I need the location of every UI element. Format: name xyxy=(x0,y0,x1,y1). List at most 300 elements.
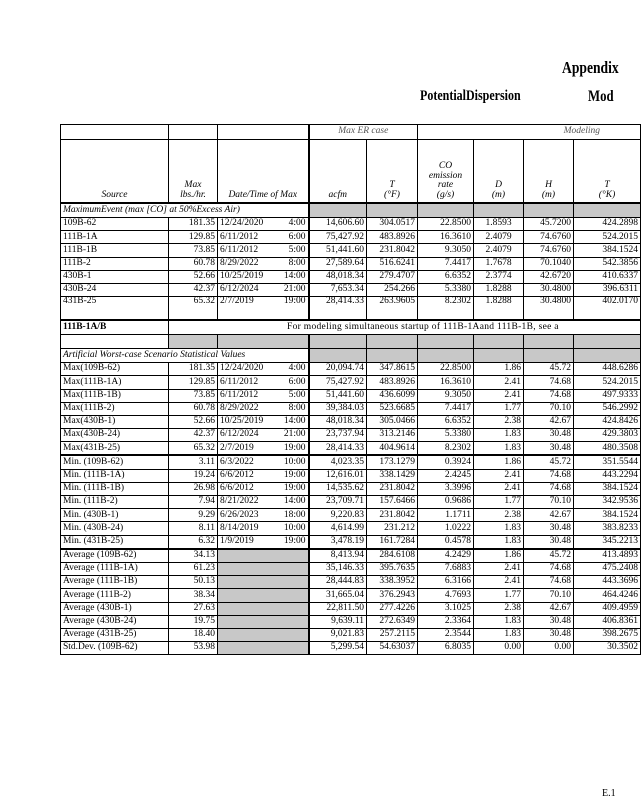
blank-cell xyxy=(418,335,474,349)
max-lbs-cell: 73.85 xyxy=(169,244,218,257)
temp-k-cell: 424.8426 xyxy=(574,415,641,428)
height-cell: 45.72 xyxy=(524,455,574,469)
table-row xyxy=(61,642,641,655)
acfm-cell: 51,441.60 xyxy=(309,244,367,257)
date-time-cell xyxy=(218,455,309,469)
time-value: 19:00 xyxy=(283,483,306,494)
date-time-cell xyxy=(218,244,309,257)
diameter-cell: 1.83 xyxy=(474,442,524,456)
date-time-cell xyxy=(218,363,309,376)
date-time-cell xyxy=(218,628,309,641)
table-row xyxy=(61,442,641,456)
table-row xyxy=(61,429,641,442)
height-cell: 74.68 xyxy=(524,469,574,482)
gray-cell xyxy=(367,203,418,218)
max-lbs-cell: 52.66 xyxy=(169,415,218,428)
temp-f-cell: 272.6349 xyxy=(367,615,418,628)
source-cell: 109B-62 xyxy=(61,218,169,231)
group-max-er: Max ER case xyxy=(309,125,418,140)
co-rate-cell: 22.8500 xyxy=(418,363,474,376)
max-lbs-cell: 27.63 xyxy=(169,602,218,615)
source-cell: Min. (111B-1A) xyxy=(61,469,169,482)
diameter-cell: 1.8288 xyxy=(474,283,524,296)
gray-cell xyxy=(524,203,574,218)
height-cell: 42.67 xyxy=(524,509,574,522)
diameter-cell: 2.41 xyxy=(474,469,524,482)
height-cell: 30.48 xyxy=(524,615,574,628)
acfm-cell: 14,535.62 xyxy=(309,482,367,495)
col-max: Max lbs./hr. xyxy=(169,140,218,204)
temp-k-cell: 342.9536 xyxy=(574,496,641,509)
temp-k-cell: 384.1524 xyxy=(574,482,641,495)
time-value: 8:00 xyxy=(288,403,306,414)
source-cell: Average (111B-1A) xyxy=(61,562,169,575)
col-d: D (m) xyxy=(474,140,524,204)
source-cell: 111B-2 xyxy=(61,257,169,270)
date-time xyxy=(220,378,306,388)
date-time xyxy=(220,285,306,295)
date-time xyxy=(220,497,306,507)
diameter-cell: 2.3774 xyxy=(474,270,524,283)
time-value: 5:00 xyxy=(288,389,306,400)
blank-cell xyxy=(309,335,367,349)
temp-k-cell: 384.1524 xyxy=(574,509,641,522)
max-lbs-cell: 38.34 xyxy=(169,589,218,602)
height-cell: 30.4800 xyxy=(524,283,574,296)
source-cell: Average (111B-2) xyxy=(61,589,169,602)
time-value: 10:00 xyxy=(283,456,306,467)
co-rate-cell: 7.4417 xyxy=(418,402,474,415)
temp-f-cell: 305.0466 xyxy=(367,415,418,428)
table-row xyxy=(61,297,641,321)
max-lbs-cell: 7.94 xyxy=(169,496,218,509)
date-time-cell xyxy=(218,509,309,522)
source-cell: 111B-1A xyxy=(61,231,169,244)
temp-k-cell: 413.4893 xyxy=(574,549,641,563)
diameter-cell: 1.83 xyxy=(474,628,524,641)
temp-f-cell: 161.7284 xyxy=(367,535,418,549)
date-time-cell xyxy=(218,415,309,428)
acfm-cell: 28,414.33 xyxy=(309,442,367,456)
co-rate-cell: 4.7693 xyxy=(418,589,474,602)
temp-k-cell: 424.2898 xyxy=(574,218,641,231)
temp-k-cell: 542.3856 xyxy=(574,257,641,270)
date-time xyxy=(220,219,306,229)
date-time-cell xyxy=(218,522,309,535)
temp-f-cell: 231.8042 xyxy=(367,244,418,257)
temp-f-cell: 313.2146 xyxy=(367,429,418,442)
temp-k-cell: 383.8233 xyxy=(574,522,641,535)
gray-cell xyxy=(367,349,418,363)
co-rate-cell: 2.3364 xyxy=(418,615,474,628)
max-lbs-cell: 60.78 xyxy=(169,257,218,270)
acfm-cell: 8,413.94 xyxy=(309,549,367,563)
col-acfm: acfm xyxy=(309,140,367,204)
source-cell: 111B-1B xyxy=(61,244,169,257)
source-cell: Max(109B-62) xyxy=(61,363,169,376)
acfm-cell: 22,811.50 xyxy=(309,602,367,615)
max-lbs-cell: 9.29 xyxy=(169,509,218,522)
diameter-cell: 1.7678 xyxy=(474,257,524,270)
source-cell: Average (430B-1) xyxy=(61,602,169,615)
source-cell: Max(111B-2) xyxy=(61,402,169,415)
temp-f-cell: 395.7635 xyxy=(367,562,418,575)
height-cell: 74.68 xyxy=(524,576,574,589)
time-value: 4:00 xyxy=(288,363,306,374)
co-rate-cell: 7.6883 xyxy=(418,562,474,575)
max-lbs-cell: 18.40 xyxy=(169,628,218,641)
time-value: 10:00 xyxy=(283,522,306,533)
blank-cell xyxy=(218,335,309,349)
date-value: 12/24/2020 xyxy=(220,363,264,374)
diameter-cell: 1.83 xyxy=(474,615,524,628)
max-lbs-cell: 42.37 xyxy=(169,283,218,296)
source-cell: Min. (430B-24) xyxy=(61,522,169,535)
date-value: 6/6/2012 xyxy=(220,483,254,494)
table-row xyxy=(61,389,641,402)
temp-f-cell: 277.4226 xyxy=(367,602,418,615)
temp-f-cell: 254.266 xyxy=(367,283,418,296)
time-value: 6:00 xyxy=(288,231,306,242)
col-date: Date/Time of Max xyxy=(218,140,309,204)
temp-f-cell: 231.8042 xyxy=(367,482,418,495)
acfm-cell: 7,653.34 xyxy=(309,283,367,296)
table-row xyxy=(61,576,641,589)
date-time xyxy=(220,404,306,414)
temp-f-cell: 436.6099 xyxy=(367,389,418,402)
time-value: 6:00 xyxy=(288,376,306,387)
height-cell: 45.72 xyxy=(524,549,574,563)
diameter-cell: 1.83 xyxy=(474,522,524,535)
temp-k-cell: 546.2992 xyxy=(574,402,641,415)
date-time xyxy=(220,246,306,256)
date-time-cell xyxy=(218,442,309,456)
date-time-cell xyxy=(218,429,309,442)
temp-f-cell: 54.63037 xyxy=(367,642,418,655)
temp-k-cell: 345.2213 xyxy=(574,535,641,549)
temp-k-cell: 448.6286 xyxy=(574,363,641,376)
time-value: 18:00 xyxy=(283,509,306,520)
date-time xyxy=(220,444,306,454)
height-cell: 0.00 xyxy=(524,642,574,655)
diameter-cell: 2.41 xyxy=(474,576,524,589)
co-rate-cell: 6.3166 xyxy=(418,576,474,589)
temp-k-cell: 524.2015 xyxy=(574,231,641,244)
artificial-label: Artificial Worst-case Scenario Statistical Values xyxy=(61,349,309,363)
diameter-cell: 1.86 xyxy=(474,363,524,376)
table-row xyxy=(61,535,641,549)
time-value: 14:00 xyxy=(283,271,306,282)
date-time-cell xyxy=(218,589,309,602)
table-row xyxy=(61,270,641,283)
diameter-cell: 0.00 xyxy=(474,642,524,655)
blank-cell xyxy=(574,335,641,349)
source-cell: 430B-1 xyxy=(61,270,169,283)
table-row xyxy=(61,522,641,535)
table-row xyxy=(61,615,641,628)
dispersion-table xyxy=(60,124,641,655)
acfm-cell: 3,478.19 xyxy=(309,535,367,549)
time-value: 14:00 xyxy=(283,496,306,507)
temp-f-cell: 231.8042 xyxy=(367,509,418,522)
acfm-cell: 35,146.33 xyxy=(309,562,367,575)
temp-f-cell: 483.8926 xyxy=(367,231,418,244)
date-value: 6/12/2024 xyxy=(220,429,259,440)
max-lbs-cell: 19.75 xyxy=(169,615,218,628)
acfm-cell: 5,299.54 xyxy=(309,642,367,655)
temp-k-cell: 429.3803 xyxy=(574,429,641,442)
height-cell: 42.6720 xyxy=(524,270,574,283)
temp-k-cell: 464.4246 xyxy=(574,589,641,602)
source-cell: Min. (430B-1) xyxy=(61,509,169,522)
date-time-cell xyxy=(218,257,309,270)
date-time xyxy=(220,524,306,534)
source-cell: 431B-25 xyxy=(61,297,169,321)
temp-k-cell: 410.6337 xyxy=(574,270,641,283)
table-row xyxy=(61,509,641,522)
date-value: 8/14/2019 xyxy=(220,522,259,533)
height-cell: 42.67 xyxy=(524,415,574,428)
source-cell: Average (111B-1B) xyxy=(61,576,169,589)
height-cell: 45.7200 xyxy=(524,218,574,231)
source-cell: Max(430B-1) xyxy=(61,415,169,428)
date-time-cell xyxy=(218,231,309,244)
date-value: 6/11/2012 xyxy=(220,389,259,400)
date-time-cell xyxy=(218,469,309,482)
max-lbs-cell: 129.85 xyxy=(169,231,218,244)
max-lbs-cell: 181.35 xyxy=(169,363,218,376)
acfm-cell: 12,616.01 xyxy=(309,469,367,482)
source-cell: 430B-24 xyxy=(61,283,169,296)
gray-cell xyxy=(418,203,474,218)
height-cell: 30.4800 xyxy=(524,297,574,321)
acfm-cell: 14,606.60 xyxy=(309,218,367,231)
subtitle: PotentialDispersion xyxy=(420,88,521,104)
acfm-cell: 9,220.83 xyxy=(309,509,367,522)
date-time xyxy=(220,458,306,468)
diameter-cell: 1.8593 xyxy=(474,218,524,231)
co-rate-cell: 3.1025 xyxy=(418,602,474,615)
co-rate-cell: 22.8500 xyxy=(418,218,474,231)
table-row xyxy=(61,257,641,270)
max-lbs-cell: 60.78 xyxy=(169,402,218,415)
height-cell: 70.10 xyxy=(524,589,574,602)
height-cell: 42.67 xyxy=(524,602,574,615)
max-lbs-cell: 73.85 xyxy=(169,389,218,402)
gray-cell xyxy=(474,349,524,363)
source-cell: Min. (111B-2) xyxy=(61,496,169,509)
acfm-cell: 20,094.74 xyxy=(309,363,367,376)
height-cell: 70.1040 xyxy=(524,257,574,270)
table-row xyxy=(61,628,641,641)
temp-f-cell: 404.9614 xyxy=(367,442,418,456)
time-value: 19:00 xyxy=(283,442,306,453)
co-rate-cell: 0.9686 xyxy=(418,496,474,509)
time-value: 21:00 xyxy=(283,429,306,440)
blank-cell xyxy=(524,335,574,349)
temp-k-cell: 480.3508 xyxy=(574,442,641,456)
table-row xyxy=(61,482,641,495)
height-cell: 30.48 xyxy=(524,429,574,442)
time-value: 5:00 xyxy=(288,244,306,255)
date-time xyxy=(220,259,306,269)
date-time-cell xyxy=(218,549,309,563)
date-time-cell xyxy=(218,642,309,655)
date-value: 10/25/2019 xyxy=(220,271,264,282)
diameter-cell: 1.83 xyxy=(474,429,524,442)
gray-cell xyxy=(309,203,367,218)
temp-k-cell: 398.2675 xyxy=(574,628,641,641)
table-row xyxy=(61,376,641,389)
acfm-cell: 23,737.94 xyxy=(309,429,367,442)
source-cell: Min. (109B-62) xyxy=(61,455,169,469)
co-rate-cell: 8.2302 xyxy=(418,297,474,321)
acfm-cell: 23,709.71 xyxy=(309,496,367,509)
temp-f-cell: 304.0517 xyxy=(367,218,418,231)
height-cell: 30.48 xyxy=(524,628,574,641)
temp-k-cell: 396.6311 xyxy=(574,283,641,296)
source-cell: Average (430B-24) xyxy=(61,615,169,628)
co-rate-cell: 8.2302 xyxy=(418,442,474,456)
max-lbs-cell: 42.37 xyxy=(169,429,218,442)
co-rate-cell: 1.1711 xyxy=(418,509,474,522)
co-rate-cell: 6.6352 xyxy=(418,415,474,428)
acfm-cell: 51,441.60 xyxy=(309,389,367,402)
co-rate-cell: 9.3050 xyxy=(418,244,474,257)
temp-k-cell: 443.3696 xyxy=(574,576,641,589)
section-label: 111B-1A/B xyxy=(61,320,169,335)
date-time xyxy=(220,272,306,282)
max-lbs-cell: 19.24 xyxy=(169,469,218,482)
gray-cell xyxy=(309,349,367,363)
blank-cell xyxy=(61,335,169,349)
co-rate-cell: 9.3050 xyxy=(418,389,474,402)
gray-cell xyxy=(474,203,524,218)
height-cell: 74.68 xyxy=(524,389,574,402)
max-lbs-cell: 61.23 xyxy=(169,562,218,575)
time-value: 21:00 xyxy=(283,284,306,295)
date-value: 6/11/2012 xyxy=(220,231,259,242)
time-value: 19:00 xyxy=(283,469,306,480)
acfm-cell: 28,414.33 xyxy=(309,297,367,321)
source-cell: Std.Dev. (109B-62) xyxy=(61,642,169,655)
date-time-cell xyxy=(218,218,309,231)
section-note: For modeling simultaneous startup of 111B-1Aand 111B-1B, see a xyxy=(169,320,641,335)
acfm-cell: 31,665.04 xyxy=(309,589,367,602)
co-rate-cell: 16.3610 xyxy=(418,376,474,389)
table-row xyxy=(61,218,641,231)
time-value: 19:00 xyxy=(283,296,306,307)
date-time xyxy=(220,471,306,481)
diameter-cell: 2.41 xyxy=(474,562,524,575)
table-row xyxy=(61,244,641,257)
max-lbs-cell: 181.35 xyxy=(169,218,218,231)
acfm-cell: 4,023.35 xyxy=(309,455,367,469)
height-cell: 74.68 xyxy=(524,562,574,575)
date-time xyxy=(220,484,306,494)
source-cell: Max(431B-25) xyxy=(61,442,169,456)
table-row xyxy=(61,455,641,469)
col-h: H (m) xyxy=(524,140,574,204)
date-time-cell xyxy=(218,576,309,589)
co-rate-cell: 4.2429 xyxy=(418,549,474,563)
date-time-cell xyxy=(218,270,309,283)
height-cell: 45.72 xyxy=(524,363,574,376)
table-row xyxy=(61,363,641,376)
height-cell: 74.68 xyxy=(524,482,574,495)
temp-f-cell: 257.2115 xyxy=(367,628,418,641)
diameter-cell: 2.38 xyxy=(474,415,524,428)
temp-k-cell: 384.1524 xyxy=(574,244,641,257)
source-cell: Average (109B-62) xyxy=(61,549,169,563)
table-row xyxy=(61,415,641,428)
date-time xyxy=(220,364,306,374)
temp-k-cell: 475.2408 xyxy=(574,562,641,575)
header-blank xyxy=(61,125,169,140)
max-lbs-cell: 53.98 xyxy=(169,642,218,655)
diameter-cell: 1.77 xyxy=(474,589,524,602)
table-row xyxy=(61,589,641,602)
max-lbs-cell: 52.66 xyxy=(169,270,218,283)
temp-f-cell: 338.1429 xyxy=(367,469,418,482)
date-time-cell xyxy=(218,602,309,615)
acfm-cell: 39,384.03 xyxy=(309,402,367,415)
table-row xyxy=(61,283,641,296)
page-number: E.1 xyxy=(602,788,616,799)
date-time xyxy=(220,233,306,243)
date-value: 1/9/2019 xyxy=(220,535,254,546)
col-t: T (°F) xyxy=(367,140,418,204)
date-value: 2/7/2019 xyxy=(220,296,254,307)
date-value: 6/11/2012 xyxy=(220,376,259,387)
table-row xyxy=(61,496,641,509)
height-cell: 30.48 xyxy=(524,522,574,535)
date-time xyxy=(220,297,306,307)
col-source: Source xyxy=(61,140,169,204)
source-cell: Max(430B-24) xyxy=(61,429,169,442)
date-time-cell xyxy=(218,535,309,549)
temp-f-cell: 157.6466 xyxy=(367,496,418,509)
diameter-cell: 1.8288 xyxy=(474,297,524,321)
temp-f-cell: 173.1279 xyxy=(367,455,418,469)
temp-k-cell: 409.4959 xyxy=(574,602,641,615)
max-lbs-cell: 3.11 xyxy=(169,455,218,469)
diameter-cell: 2.41 xyxy=(474,376,524,389)
temp-f-cell: 284.6108 xyxy=(367,549,418,563)
source-cell: Min. (111B-1B) xyxy=(61,482,169,495)
date-time xyxy=(220,430,306,440)
temp-f-cell: 483.8926 xyxy=(367,376,418,389)
max-lbs-cell: 34.13 xyxy=(169,549,218,563)
header-blank xyxy=(169,125,218,140)
height-cell: 70.10 xyxy=(524,496,574,509)
date-time-cell xyxy=(218,297,309,321)
co-rate-cell: 16.3610 xyxy=(418,231,474,244)
temp-f-cell: 231.212 xyxy=(367,522,418,535)
date-value: 6/12/2024 xyxy=(220,284,259,295)
date-time-cell xyxy=(218,283,309,296)
diameter-cell: 2.4079 xyxy=(474,244,524,257)
co-rate-cell: 6.6352 xyxy=(418,270,474,283)
temp-k-cell: 406.8361 xyxy=(574,615,641,628)
acfm-cell: 48,018.34 xyxy=(309,415,367,428)
gray-cell xyxy=(574,349,641,363)
acfm-cell: 9,021.83 xyxy=(309,628,367,641)
date-value: 8/21/2022 xyxy=(220,496,259,507)
date-value: 2/7/2019 xyxy=(220,442,254,453)
date-time-cell xyxy=(218,402,309,415)
temp-k-cell: 402.0170 xyxy=(574,297,641,321)
